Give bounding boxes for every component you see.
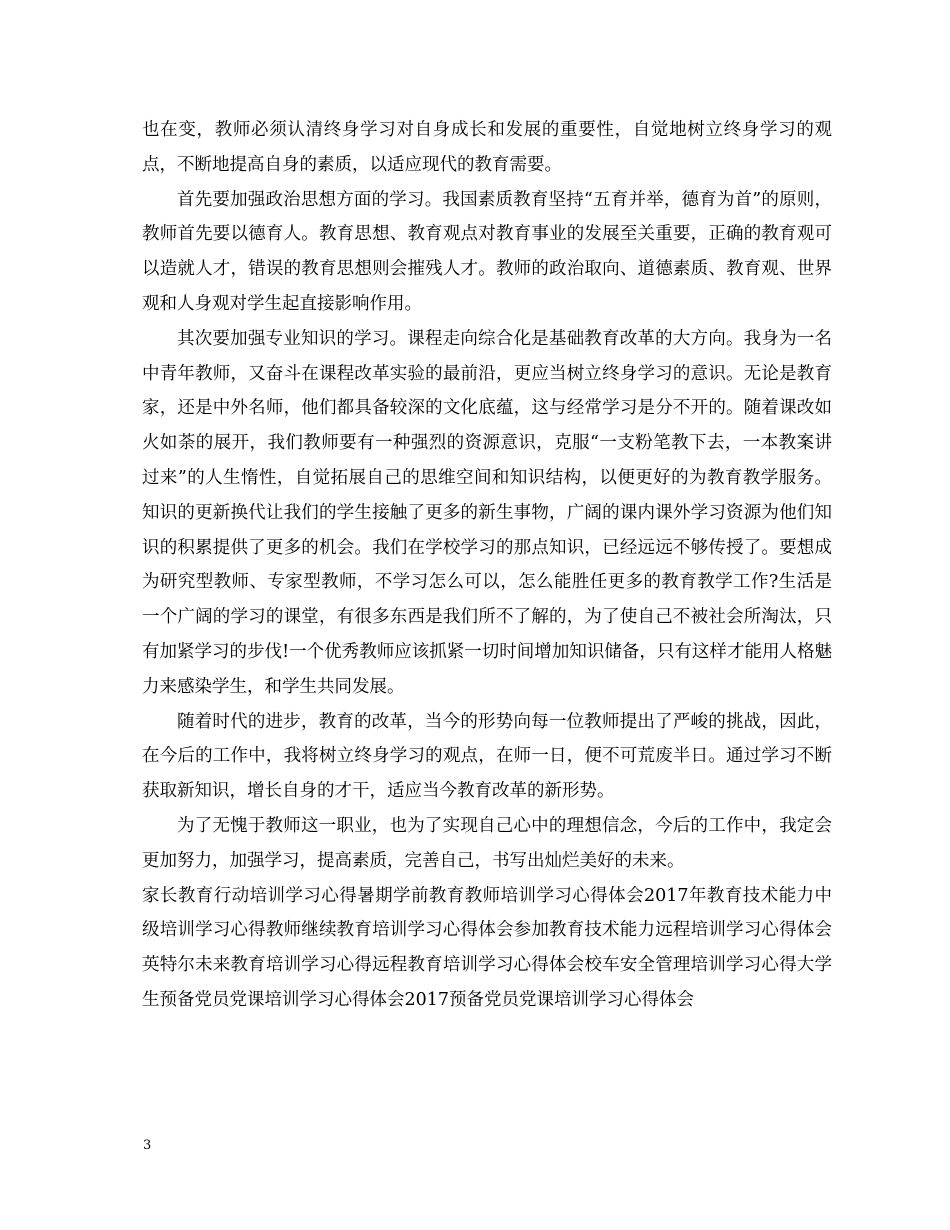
- document-body: [142, 113, 832, 1018]
- paragraph-4: 随着时代的进步，教育的改革，当今的形势向每一位教师提出了严峻的挑战，因此，在今后的工作中，我将树立终身学习的观点，在师一日，便不可荒废半日。通过学习不断获取新知识，增长自身的才干，适应当今教育改革的新形势。: [142, 711, 832, 802]
- related-articles-text: 家长教育行动培训学习心得暑期学前教育教师培训学习心得体会2017年教育技术能力中级培训学习心得教师继续教育培训学习心得体会参加教育技术能力远程培训学习心得体会英特尔未来教育培训学习心得远程教育培训学习心得体会校车安全管理培训学习心得大学生预备党员党课培训学习心得体会2017预备党员党课培训学习心得体会: [142, 885, 832, 1010]
- paragraph-2: 首先要加强政治思想方面的学习。我国素质教育坚持“五育并举，德育为首”的原则，教师首先要以德育人。教育思想、教育观点对教育事业的发展至关重要，正确的教育观可以造就人才，错误的教育思想则会摧残人才。教师的政治取向、道德素质、教育观、世界观和人身观对学生起直接影响作用。: [142, 189, 832, 314]
- paragraph-3: 其次要加强专业知识的学习。课程走向综合化是基础教育改革的大方向。我身为一名中青年教师，又奋斗在课程改革实验的最前沿，更应当树立终身学习的意识。无论是教育家，还是中外名师，他们都具备较深的文化底蕴，这与经常学习是分不开的。随着课改如火如荼的展开，我们教师要有一种强烈的资源意识，克服“一支粉笔教下去，一本教案讲过来”的人生惰性，自觉拓展自己的思维空间和知识结构，以便更好的为教育教学服务。知识的更新换代让我们的学生接触了更多的新生事物，广阔的课内课外学习资源为他们知识的积累提供了更多的机会。我们在学校学习的那点知识，已经远远不够传授了。要想成为研究型教师、专家型教师，不学习怎么可以，怎么能胜任更多的教育教学工作?生活是一个广阔的学习的课堂，有很多东西是我们所不了解的，为了使自己不被社会所淘汰，只有加紧学习的步伐!一个优秀教师应该抓紧一切时间增加知识储备，只有这样才能用人格魅力来感染学生，和学生共同发展。: [142, 328, 832, 697]
- page-number: 3: [143, 1138, 152, 1153]
- paragraph-5: 为了无愧于教师这一职业，也为了实现自己心中的理想信念，今后的工作中，我定会更加努力，加强学习，提高素质，完善自己，书写出灿烂美好的未来。: [142, 815, 832, 871]
- paragraph-1: 也在变，教师必须认清终身学习对自身成长和发展的重要性，自觉地树立终身学习的观点，不断地提高自身的素质，以适应现代的教育需要。: [142, 120, 832, 175]
